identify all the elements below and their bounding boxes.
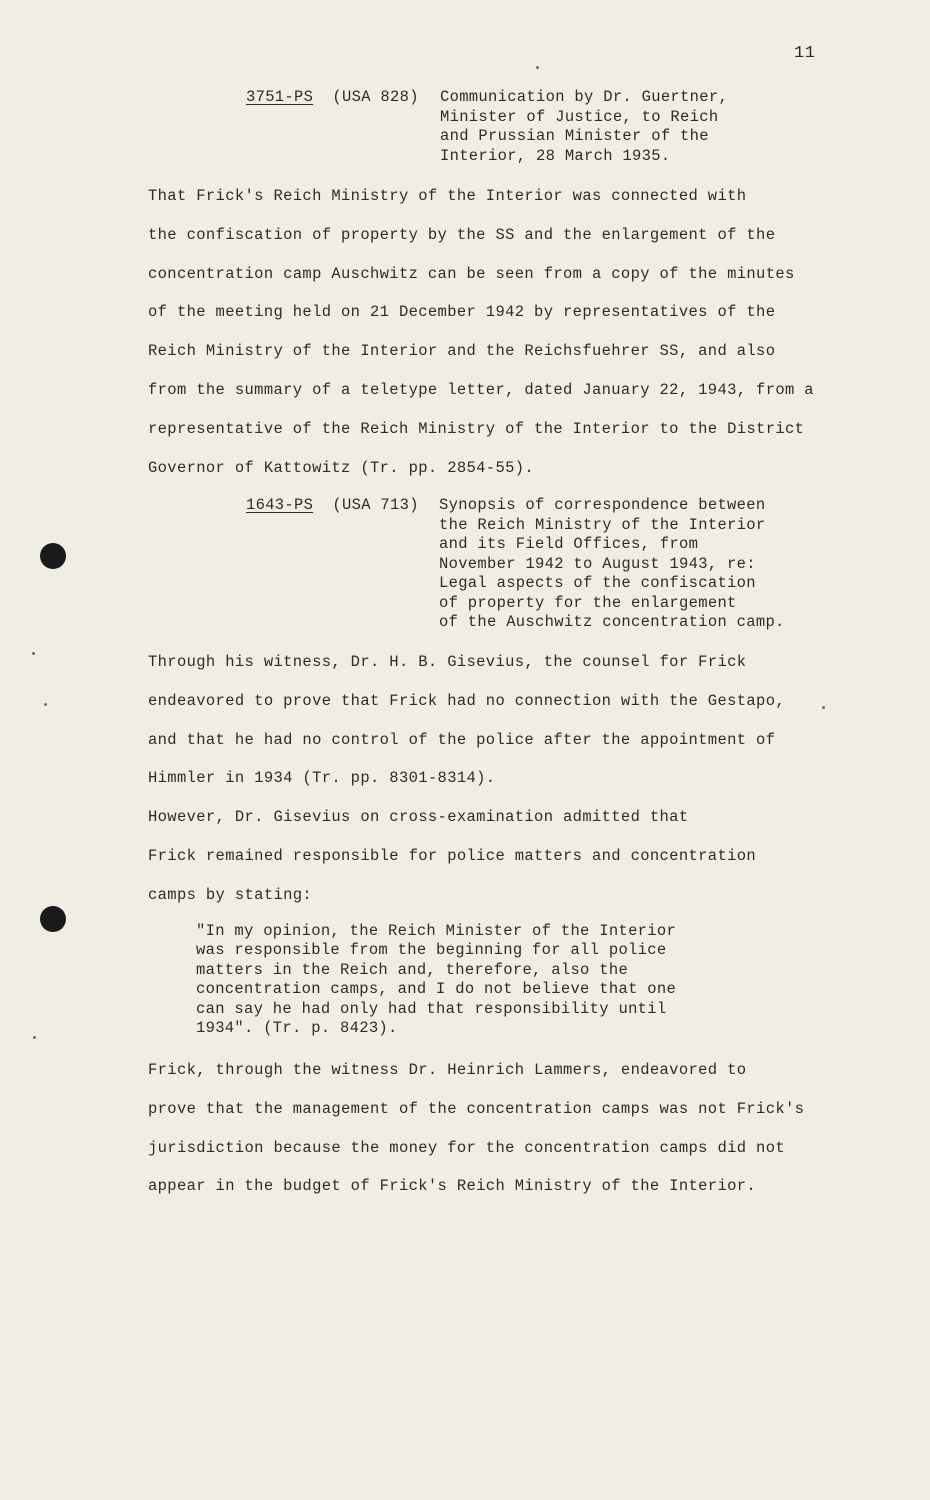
exhibit-reference-1 — [246, 88, 766, 170]
exhibit-2-description: Synopsis of correspondence between the Reich Ministry of the Interior and its Field Offices, from November 1942 to August 1943, re: Legal aspects of the confiscation of property for the enlargement of the Auschwitz concentration camp. — [439, 496, 785, 631]
paper-speck — [32, 652, 35, 655]
paper-speck — [44, 703, 47, 706]
exhibit-reference-2 — [246, 496, 806, 636]
exhibit-1-number: (USA 828) — [332, 88, 419, 106]
exhibit-2-reference — [246, 496, 419, 516]
punch-hole-icon — [40, 543, 66, 569]
exhibit-2-number: (USA 713) — [332, 496, 419, 514]
block-quote: "In my opinion, the Reich Minister of the Interior was responsible from the beginning for all police matters in the Reich and, therefore, also the concentration camps, and I do not believe that one can say he had only had that responsibility until 1934". (Tr. p. 8423). — [196, 922, 677, 1038]
paragraph-2: Through his witness, Dr. H. B. Gisevius, the counsel for Frick endeavored to prove that Frick had no connection with the Gestapo, and that he had no control of the police after the appointment of Himmler in 1934 (Tr. pp. 8301-8314). — [148, 653, 785, 788]
exhibit-1-reference — [246, 88, 419, 108]
paragraph-3: However, Dr. Gisevius on cross-examination admitted that Frick remained responsible for police matters and concentration camps by stating: — [148, 808, 757, 904]
paper-speck — [33, 1036, 36, 1039]
punch-hole-icon — [40, 906, 66, 932]
paragraph-4: Frick, through the witness Dr. Heinrich Lammers, endeavored to prove that the management of the concentration camps was not Frick's jurisdiction because the money for the concentration camps did not appear in the budget of Frick's Reich Ministry of the Interior. — [148, 1061, 805, 1196]
exhibit-1-doc-id: 3751-PS — [246, 88, 314, 106]
exhibit-1-description: Communication by Dr. Guertner, Minister of Justice, to Reich and Prussian Minister of the Interior, 28 March 1935. — [440, 88, 729, 165]
page-number: 11 — [794, 44, 816, 63]
paper-speck — [822, 706, 825, 709]
exhibit-2-doc-id: 1643-PS — [246, 496, 314, 514]
paragraph-1: That Frick's Reich Ministry of the Interior was connected with the confiscation of property by the SS and the enlargement of the concentration camp Auschwitz can be seen from a copy of the minutes of the meeting held on 21 December 1942 by representatives of the Reich Ministry of the Interior and the Reichsfuehrer SS, and also from the summary of a teletype letter, dated January 22, 1943, from a representative of the Reich Ministry of the Interior to the District Governor of Kattowitz (Tr. pp. 2854-55). — [148, 187, 814, 477]
paper-speck — [536, 66, 539, 69]
